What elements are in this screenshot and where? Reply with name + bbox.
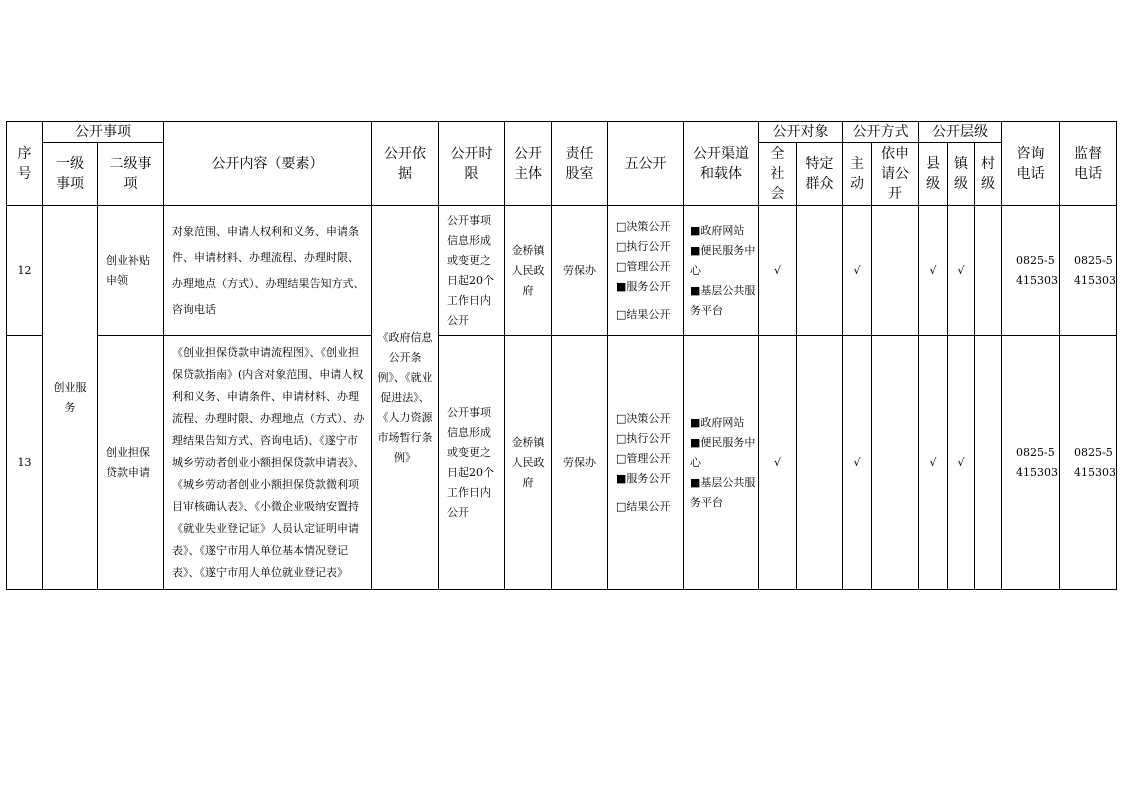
row-supervise-phone: 0825-5415303 bbox=[1060, 206, 1117, 336]
five-open-item: ■服务公开 bbox=[616, 471, 671, 485]
header-target-specific: 特定 群众 bbox=[797, 143, 843, 206]
row-level-county: √ bbox=[919, 206, 948, 336]
table-row bbox=[7, 336, 1117, 590]
header-row-1 bbox=[7, 122, 1117, 143]
level1-text: 创业服务 bbox=[53, 380, 87, 414]
header-item-group: 公开事项 bbox=[43, 122, 164, 143]
header-level-village: 村 级 bbox=[975, 143, 1002, 206]
header-level2: 二级事 项 bbox=[98, 143, 164, 206]
table-row bbox=[7, 206, 1117, 336]
row-level-village bbox=[975, 336, 1002, 590]
channel-item: ■便民服务中心 bbox=[690, 243, 756, 277]
row-supervise-phone: 0825-5415303 bbox=[1060, 336, 1117, 590]
row-consult-phone: 0825-5415303 bbox=[1002, 206, 1060, 336]
header-target-all: 全 社 会 bbox=[759, 143, 797, 206]
header-basis: 公开依 据 bbox=[372, 122, 439, 206]
header-target-group: 公开对象 bbox=[759, 122, 843, 143]
header-consult-phone: 咨询 电话 bbox=[1002, 122, 1060, 206]
header-level-county: 县 级 bbox=[919, 143, 948, 206]
row-method-active: √ bbox=[843, 206, 872, 336]
row-level-town: √ bbox=[948, 336, 975, 590]
header-office: 责任 股室 bbox=[552, 122, 608, 206]
row-target-specific bbox=[797, 336, 843, 590]
row-level2: 创业补贴申领 bbox=[98, 206, 164, 336]
row-office: 劳保办 bbox=[552, 336, 608, 590]
channel-item: ■便民服务中心 bbox=[690, 435, 756, 469]
row-target-specific bbox=[797, 206, 843, 336]
five-open-item: ■服务公开 bbox=[616, 279, 671, 293]
header-method-apply: 依申 请公 开 bbox=[872, 143, 919, 206]
row-seq: 12 bbox=[7, 206, 43, 336]
row-five-open bbox=[608, 206, 684, 336]
channel-item: ■政府网站 bbox=[690, 415, 745, 429]
row-time-limit: 公开事项信息形成或变更之日起20个工作日内公开 bbox=[439, 206, 505, 336]
row-target-all: √ bbox=[759, 336, 797, 590]
row-five-open bbox=[608, 336, 684, 590]
five-open-item: □执行公开 bbox=[616, 239, 671, 253]
disclosure-table bbox=[6, 121, 1117, 590]
row-level-village bbox=[975, 206, 1002, 336]
channel-item: ■基层公共服务平台 bbox=[690, 283, 756, 317]
header-subject: 公开 主体 bbox=[505, 122, 552, 206]
five-open-item: □执行公开 bbox=[616, 431, 671, 445]
row-method-active: √ bbox=[843, 336, 872, 590]
row-level-county: √ bbox=[919, 336, 948, 590]
row-content: 对象范围、申请人权利和义务、申请条件、申请材料、办理流程、办理时限、办理地点（方式）、办理结果告知方式、咨询电话 bbox=[164, 206, 372, 336]
basis-text: 《政府信息公开条例》、《就业促进法》、《人力资源市场暂行条例》 bbox=[377, 330, 433, 464]
five-open-item: □管理公开 bbox=[616, 451, 671, 465]
header-content: 公开内容（要素） bbox=[164, 122, 372, 206]
row-subject: 金桥镇人民政府 bbox=[505, 206, 552, 336]
header-five-open: 五公开 bbox=[608, 122, 684, 206]
header-channel: 公开渠道 和载体 bbox=[684, 122, 759, 206]
five-open-item: □结果公开 bbox=[616, 499, 671, 513]
five-open-item: □管理公开 bbox=[616, 259, 671, 273]
five-open-item: □决策公开 bbox=[616, 411, 671, 425]
row-content: 《创业担保贷款申请流程图》、《创业担保贷款指南》(内含对象范围、申请人权利和义务、申请条件、申请材料、办理流程、办理时限、办理地点（方式）、办理结果告知方式、咨询电话)、《遂宁市城乡劳动者创业小额担保贷款申请表》、《城乡劳动者创业小额担保贷款微利项目审核确认表》、《小微企业吸纳安置持《就业失业登记证》人员认定证明申请表》、《遂宁市用人单位基本情况登记表》、《遂宁市用人单位就业登记表》 bbox=[164, 336, 372, 590]
header-seq: 序 号 bbox=[7, 122, 43, 206]
channel-item: ■基层公共服务平台 bbox=[690, 475, 756, 509]
row-level-town: √ bbox=[948, 206, 975, 336]
header-method-active: 主 动 bbox=[843, 143, 872, 206]
row-method-apply bbox=[872, 336, 919, 590]
row-time-limit: 公开事项信息形成或变更之日起20个工作日内公开 bbox=[439, 336, 505, 590]
basis-cell bbox=[372, 206, 439, 590]
row-seq: 13 bbox=[7, 336, 43, 590]
channel-item: ■政府网站 bbox=[690, 223, 745, 237]
header-supervise-phone: 监督 电话 bbox=[1060, 122, 1117, 206]
header-level1: 一级 事项 bbox=[43, 143, 98, 206]
row-consult-phone: 0825-5415303 bbox=[1002, 336, 1060, 590]
header-time-limit: 公开时 限 bbox=[439, 122, 505, 206]
row-channels bbox=[684, 206, 759, 336]
row-target-all: √ bbox=[759, 206, 797, 336]
five-open-item: □决策公开 bbox=[616, 219, 671, 233]
row-level2: 创业担保贷款申请 bbox=[98, 336, 164, 590]
row-office: 劳保办 bbox=[552, 206, 608, 336]
header-level-group: 公开层级 bbox=[919, 122, 1002, 143]
five-open-item: □结果公开 bbox=[616, 307, 671, 321]
row-channels bbox=[684, 336, 759, 590]
header-level-town: 镇 级 bbox=[948, 143, 975, 206]
header-method-group: 公开方式 bbox=[843, 122, 919, 143]
row-method-apply bbox=[872, 206, 919, 336]
row-subject: 金桥镇人民政府 bbox=[505, 336, 552, 590]
level1-cell bbox=[43, 206, 98, 590]
